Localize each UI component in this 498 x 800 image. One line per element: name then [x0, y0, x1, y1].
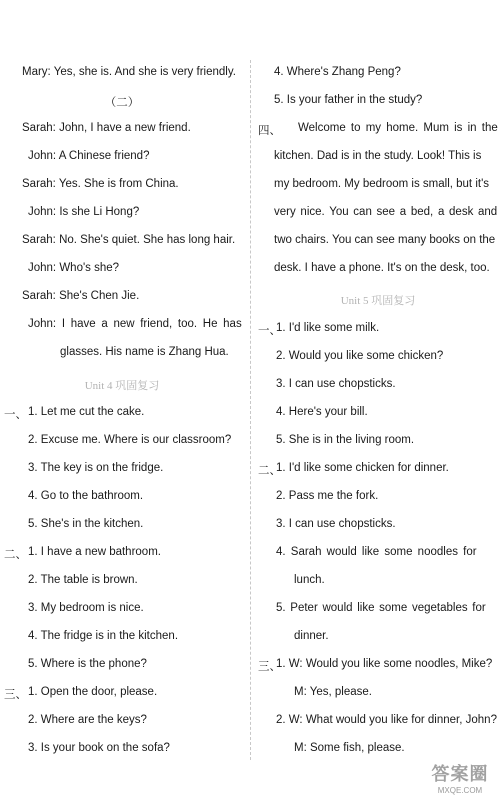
dialogue-line: John: Who's she?	[28, 262, 120, 274]
dialogue-line: John: A Chinese friend?	[28, 150, 150, 162]
section-heading: （二）	[104, 97, 140, 109]
dialogue-line: Sarah: Yes. She is from China.	[22, 178, 179, 190]
dialogue-line: Sarah: No. She's quiet. She has long hair.	[22, 234, 236, 246]
passage-line: very nice. You can see a bed, a desk and	[274, 206, 498, 218]
answer-line: 2. The table is brown.	[28, 574, 138, 586]
answer-line: 3. My bedroom is nice.	[28, 602, 144, 614]
section-marker: 二、	[4, 549, 27, 561]
answer-line: 2. Where are the keys?	[28, 714, 147, 726]
watermark-text: 答案圈	[431, 764, 489, 784]
answer-line: 5. She's in the kitchen.	[28, 518, 144, 530]
answer-line: 5. Peter would like some vegetables for	[276, 602, 486, 614]
answer-line: 4. Sarah would like some noodles for	[276, 546, 477, 558]
answer-line: 1. I'd like some milk.	[276, 322, 380, 334]
unit-heading: Unit 4 巩固复习	[84, 380, 160, 392]
dialogue-line: John: I have a new friend, too. He has	[28, 318, 242, 330]
section-marker: 四、	[258, 125, 281, 137]
column-divider	[250, 60, 251, 760]
answer-line: 5. Is your father in the study?	[274, 94, 423, 106]
answer-line: 5. Where is the phone?	[28, 658, 147, 670]
answer-line: 1. I have a new bathroom.	[28, 546, 161, 558]
answer-line: 1. W: Would you like some noodles, Mike?	[276, 658, 493, 670]
answer-line: 2. W: What would you like for dinner, John?	[276, 714, 497, 726]
unit-heading: Unit 5 巩固复习	[340, 295, 416, 307]
dialogue-line: John: Is she Li Hong?	[28, 206, 140, 218]
section-marker: 二、	[258, 465, 281, 477]
answer-line: 4. Go to the bathroom.	[28, 490, 144, 502]
answer-line: 4. Where's Zhang Peng?	[274, 66, 401, 78]
answer-line: 5. She is in the living room.	[276, 434, 415, 446]
section-marker: 一、	[258, 325, 281, 337]
passage-line: my bedroom. My bedroom is small, but it's	[274, 178, 490, 190]
answer-line: lunch.	[294, 574, 325, 586]
answer-line: 1. Let me cut the cake.	[28, 406, 145, 418]
answer-line: M: Some fish, please.	[294, 742, 405, 754]
dialogue-line: Sarah: John, I have a new friend.	[22, 122, 191, 134]
dialogue-line: Sarah: She's Chen Jie.	[22, 290, 140, 302]
answer-line: 3. I can use chopsticks.	[276, 378, 396, 390]
answer-line: 4. The fridge is in the kitchen.	[28, 630, 179, 642]
section-marker: 三、	[258, 661, 281, 673]
passage-line: kitchen. Dad is in the study. Look! This is	[274, 150, 482, 162]
watermark-url: MXQE.COM	[437, 786, 483, 795]
dialogue-line: glasses. His name is Zhang Hua.	[60, 346, 229, 358]
answer-line: 3. The key is on the fridge.	[28, 462, 164, 474]
passage-line: two chairs. You can see many books on the	[274, 234, 496, 246]
answer-line: 1. I'd like some chicken for dinner.	[276, 462, 449, 474]
passage-line: desk. I have a phone. It's on the desk, too.	[274, 262, 490, 274]
watermark-logo	[425, 760, 495, 798]
answer-line: dinner.	[294, 630, 329, 642]
text-line: Mary: Yes, she is. And she is very friendly.	[22, 66, 236, 78]
answer-line: 2. Would you like some chicken?	[276, 350, 444, 362]
section-marker: 一、	[4, 409, 27, 421]
answer-line: 3. I can use chopsticks.	[276, 518, 396, 530]
passage-line: Welcome to my home. Mum is in the	[298, 122, 498, 134]
answer-line: M: Yes, please.	[294, 686, 372, 698]
section-marker: 三、	[4, 689, 27, 701]
answer-line: 3. Is your book on the sofa?	[28, 742, 170, 754]
answer-line: 2. Pass me the fork.	[276, 490, 379, 502]
answer-line: 4. Here's your bill.	[276, 406, 368, 418]
answer-line: 2. Excuse me. Where is our classroom?	[28, 434, 232, 446]
answer-line: 1. Open the door, please.	[28, 686, 158, 698]
